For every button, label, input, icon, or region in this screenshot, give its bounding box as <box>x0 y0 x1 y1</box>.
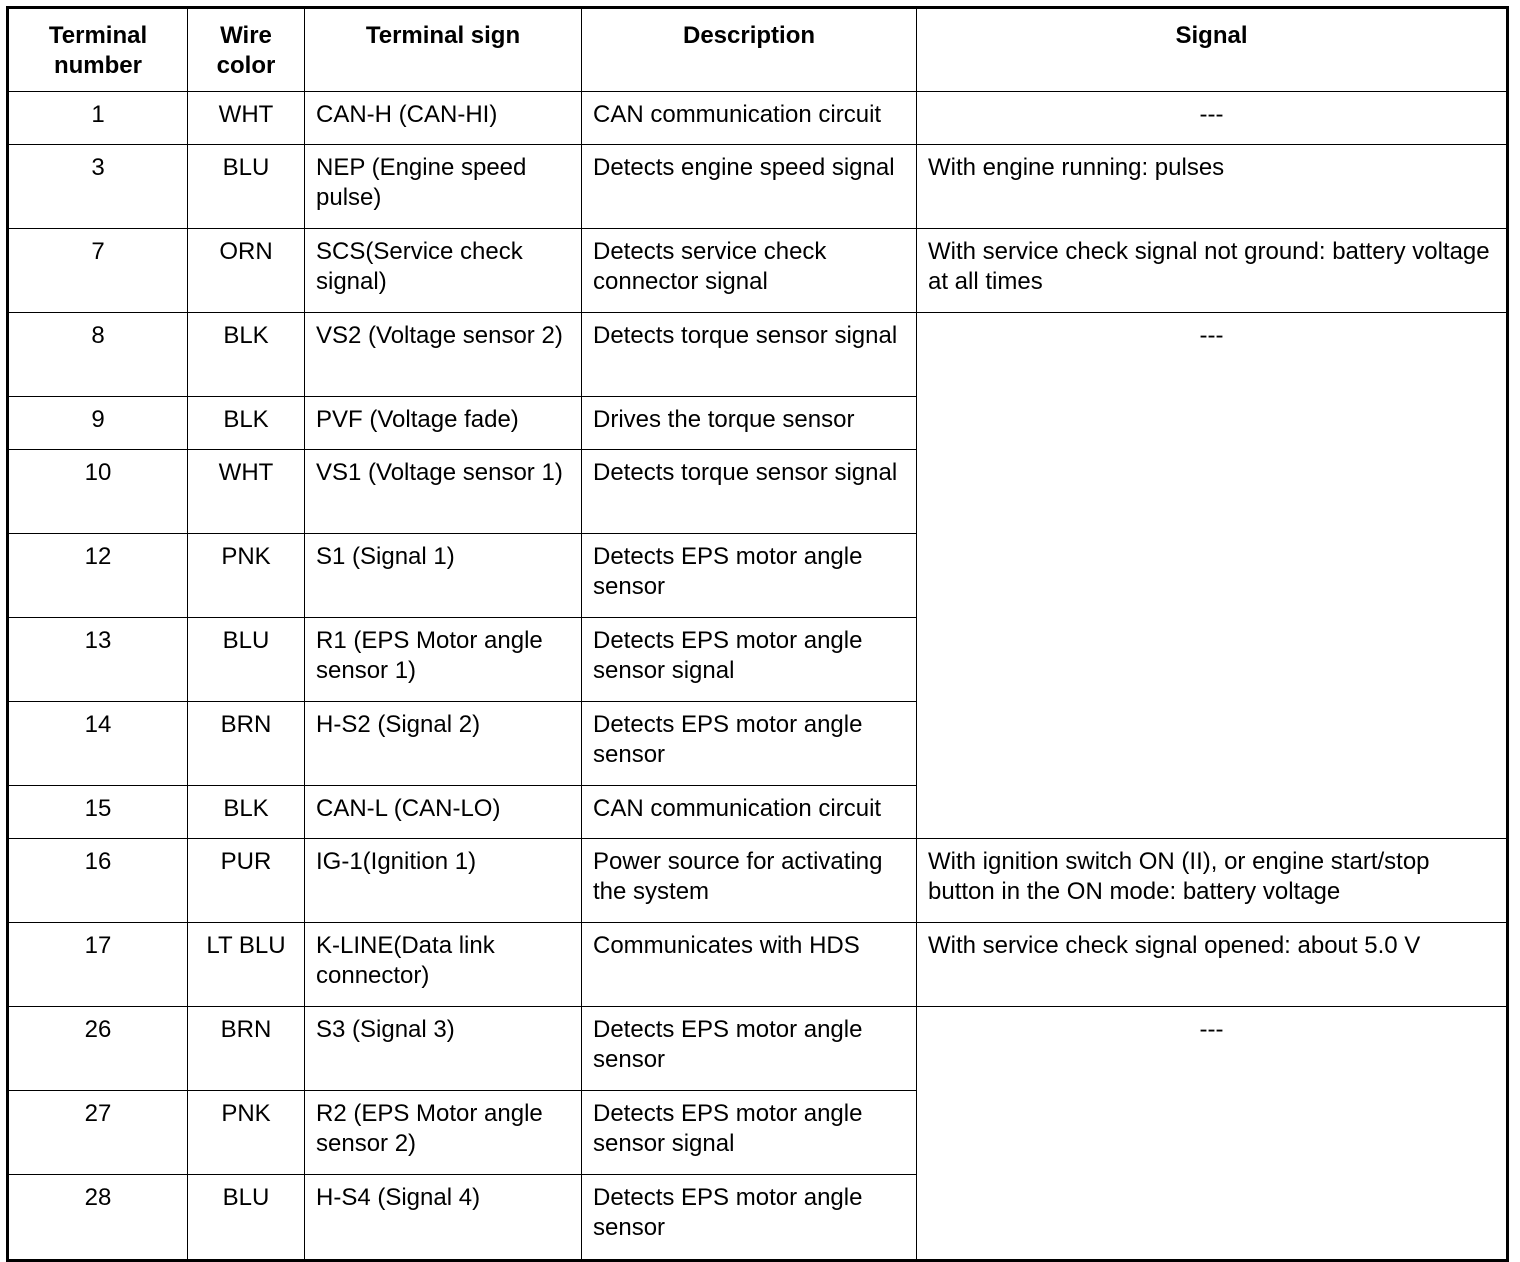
description-cell: Detects engine speed signal <box>582 145 917 229</box>
header-description: Description <box>582 8 917 92</box>
table-row <box>8 923 1508 1007</box>
wire-color-cell: PUR <box>188 839 305 923</box>
wire-color-cell: BLU <box>188 618 305 702</box>
description-cell: Detects EPS motor angle sensor <box>582 534 917 618</box>
description-cell: CAN communication circuit <box>582 786 917 839</box>
terminal-sign-cell: CAN-H (CAN-HI) <box>305 92 582 145</box>
wire-color-cell: LT BLU <box>188 923 305 1007</box>
wire-color-cell: ORN <box>188 229 305 313</box>
wire-color-cell: BLK <box>188 397 305 450</box>
signal-cell: With service check signal opened: about 5.0 V <box>917 923 1508 1007</box>
description-cell: Detects EPS motor angle sensor signal <box>582 618 917 702</box>
description-cell: Detects EPS motor angle sensor signal <box>582 1091 917 1175</box>
description-cell: Drives the torque sensor <box>582 397 917 450</box>
description-cell: CAN communication circuit <box>582 92 917 145</box>
terminal-number-cell: 7 <box>8 229 188 313</box>
signal-cell: With engine running: pulses <box>917 145 1508 229</box>
table-row <box>8 313 1508 397</box>
terminal-number-cell: 17 <box>8 923 188 1007</box>
header-signal: Signal <box>917 8 1508 92</box>
description-cell: Power source for activating the system <box>582 839 917 923</box>
terminal-number-cell: 15 <box>8 786 188 839</box>
terminal-number-cell: 27 <box>8 1091 188 1175</box>
wire-color-cell: PNK <box>188 534 305 618</box>
terminal-sign-cell: H-S4 (Signal 4) <box>305 1175 582 1261</box>
terminal-sign-cell: SCS(Service check signal) <box>305 229 582 313</box>
terminal-sign-cell: IG-1(Ignition 1) <box>305 839 582 923</box>
table-row <box>8 1007 1508 1091</box>
wire-color-cell: PNK <box>188 1091 305 1175</box>
description-cell: Detects EPS motor angle sensor <box>582 702 917 786</box>
terminal-sign-cell: R1 (EPS Motor angle sensor 1) <box>305 618 582 702</box>
terminal-number-cell: 3 <box>8 145 188 229</box>
terminal-sign-cell: CAN-L (CAN-LO) <box>305 786 582 839</box>
terminal-sign-cell: PVF (Voltage fade) <box>305 397 582 450</box>
terminal-sign-cell: R2 (EPS Motor angle sensor 2) <box>305 1091 582 1175</box>
signal-cell: --- <box>917 1007 1508 1261</box>
signal-cell: With service check signal not ground: battery voltage at all times <box>917 229 1508 313</box>
terminal-table <box>6 6 1509 1262</box>
signal-cell: --- <box>917 92 1508 145</box>
description-cell: Detects EPS motor angle sensor <box>582 1175 917 1261</box>
terminal-sign-cell: H-S2 (Signal 2) <box>305 702 582 786</box>
header-wire-color: Wire color <box>188 8 305 92</box>
table-row <box>8 229 1508 313</box>
wire-color-cell: BLU <box>188 145 305 229</box>
wire-color-cell: BLK <box>188 786 305 839</box>
terminal-sign-cell: S1 (Signal 1) <box>305 534 582 618</box>
description-cell: Detects service check connector signal <box>582 229 917 313</box>
wire-color-cell: WHT <box>188 450 305 534</box>
description-cell: Detects EPS motor angle sensor <box>582 1007 917 1091</box>
description-cell: Detects torque sensor signal <box>582 450 917 534</box>
terminal-number-cell: 1 <box>8 92 188 145</box>
terminal-number-cell: 28 <box>8 1175 188 1261</box>
terminal-sign-cell: S3 (Signal 3) <box>305 1007 582 1091</box>
terminal-sign-cell: VS1 (Voltage sensor 1) <box>305 450 582 534</box>
header-terminal-sign: Terminal sign <box>305 8 582 92</box>
terminal-sign-cell: K-LINE(Data link connector) <box>305 923 582 1007</box>
terminal-number-cell: 26 <box>8 1007 188 1091</box>
terminal-sign-cell: VS2 (Voltage sensor 2) <box>305 313 582 397</box>
signal-cell: --- <box>917 313 1508 839</box>
terminal-number-cell: 10 <box>8 450 188 534</box>
terminal-number-cell: 8 <box>8 313 188 397</box>
table-row <box>8 145 1508 229</box>
wire-color-cell: BRN <box>188 1007 305 1091</box>
table-header-row <box>8 8 1508 92</box>
description-cell: Communicates with HDS <box>582 923 917 1007</box>
terminal-number-cell: 14 <box>8 702 188 786</box>
header-terminal-number: Terminal number <box>8 8 188 92</box>
wire-color-cell: WHT <box>188 92 305 145</box>
terminal-number-cell: 9 <box>8 397 188 450</box>
terminal-number-cell: 16 <box>8 839 188 923</box>
table-row <box>8 92 1508 145</box>
wire-color-cell: BLK <box>188 313 305 397</box>
description-cell: Detects torque sensor signal <box>582 313 917 397</box>
terminal-sign-cell: NEP (Engine speed pulse) <box>305 145 582 229</box>
terminal-number-cell: 12 <box>8 534 188 618</box>
terminal-number-cell: 13 <box>8 618 188 702</box>
wire-color-cell: BLU <box>188 1175 305 1261</box>
table-row <box>8 839 1508 923</box>
wire-color-cell: BRN <box>188 702 305 786</box>
signal-cell: With ignition switch ON (II), or engine start/stop button in the ON mode: battery voltage <box>917 839 1508 923</box>
